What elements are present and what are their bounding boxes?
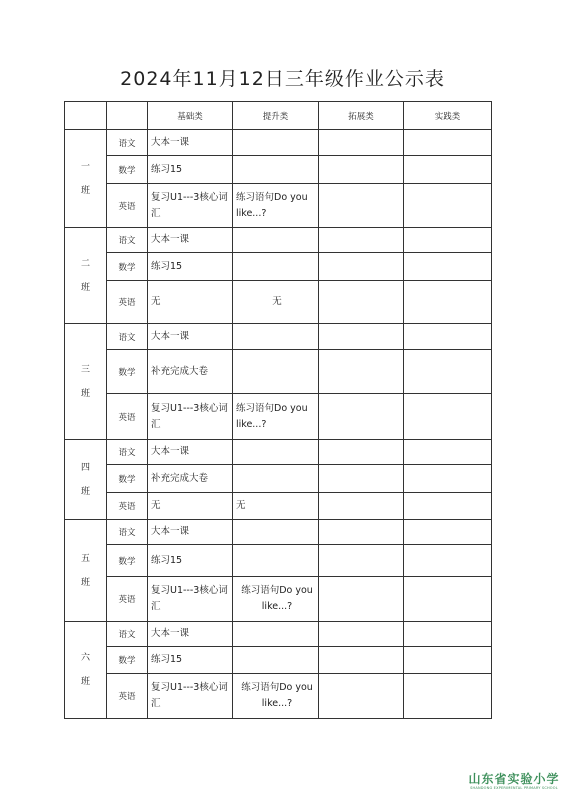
table-row bbox=[65, 350, 492, 394]
extend-cell bbox=[319, 465, 404, 493]
header-practice: 实践类 bbox=[404, 102, 492, 130]
subject-cell: 数学 bbox=[107, 350, 148, 394]
table-row bbox=[65, 156, 492, 184]
extend-cell bbox=[319, 647, 404, 674]
advance-cell bbox=[233, 622, 319, 647]
extend-cell bbox=[319, 493, 404, 520]
practice-cell bbox=[404, 350, 492, 394]
advance-cell bbox=[233, 156, 319, 184]
subject-cell: 语文 bbox=[107, 324, 148, 350]
advance-cell bbox=[233, 228, 319, 253]
extend-cell bbox=[319, 577, 404, 622]
basic-cell: 练习15 bbox=[148, 156, 233, 184]
header-basic: 基础类 bbox=[148, 102, 233, 130]
advance-cell bbox=[233, 647, 319, 674]
table-row bbox=[65, 130, 492, 156]
advance-cell: 无 bbox=[233, 493, 319, 520]
advance-cell: 练习语句Do you like...? bbox=[233, 674, 319, 719]
basic-cell: 练习15 bbox=[148, 253, 233, 281]
advance-cell: 练习语句Do you like...? bbox=[233, 184, 319, 228]
basic-cell: 补充完成大卷 bbox=[148, 350, 233, 394]
class-name-cell: 三 班 bbox=[65, 324, 107, 440]
practice-cell bbox=[404, 440, 492, 465]
page-title: 2024年11月12日三年级作业公示表 bbox=[120, 68, 445, 90]
basic-cell: 练习15 bbox=[148, 545, 233, 577]
practice-cell bbox=[404, 253, 492, 281]
subject-cell: 英语 bbox=[107, 493, 148, 520]
class-name-cell: 二 班 bbox=[65, 228, 107, 324]
subject-cell: 语文 bbox=[107, 440, 148, 465]
header-extend: 拓展类 bbox=[319, 102, 404, 130]
extend-cell bbox=[319, 253, 404, 281]
advance-cell bbox=[233, 520, 319, 545]
basic-cell: 大本一课 bbox=[148, 520, 233, 545]
table-row bbox=[65, 228, 492, 253]
table-row bbox=[65, 520, 492, 545]
subject-cell: 数学 bbox=[107, 253, 148, 281]
extend-cell bbox=[319, 622, 404, 647]
table-row bbox=[65, 465, 492, 493]
basic-cell: 无 bbox=[148, 493, 233, 520]
header-advance: 提升类 bbox=[233, 102, 319, 130]
table-row bbox=[65, 622, 492, 647]
table-row bbox=[65, 440, 492, 465]
basic-cell: 复习U1---3核心词汇 bbox=[148, 577, 233, 622]
subject-cell: 英语 bbox=[107, 674, 148, 719]
basic-cell: 复习U1---3核心词汇 bbox=[148, 674, 233, 719]
advance-cell: 练习语句Do you like...? bbox=[233, 577, 319, 622]
header-cell-blank bbox=[65, 102, 107, 130]
subject-cell: 语文 bbox=[107, 622, 148, 647]
extend-cell bbox=[319, 156, 404, 184]
class-name-cell: 五 班 bbox=[65, 520, 107, 622]
school-logo bbox=[468, 772, 560, 796]
advance-cell bbox=[233, 545, 319, 577]
practice-cell bbox=[404, 674, 492, 719]
extend-cell bbox=[319, 394, 404, 440]
subject-cell: 英语 bbox=[107, 184, 148, 228]
advance-cell bbox=[233, 324, 319, 350]
extend-cell bbox=[319, 520, 404, 545]
practice-cell bbox=[404, 130, 492, 156]
practice-cell bbox=[404, 647, 492, 674]
advance-cell bbox=[233, 130, 319, 156]
basic-cell: 大本一课 bbox=[148, 130, 233, 156]
extend-cell bbox=[319, 324, 404, 350]
advance-cell bbox=[233, 253, 319, 281]
advance-cell bbox=[233, 350, 319, 394]
extend-cell bbox=[319, 545, 404, 577]
header-cell-blank bbox=[107, 102, 148, 130]
class-name-cell: 一 班 bbox=[65, 130, 107, 228]
table-row bbox=[65, 577, 492, 622]
extend-cell bbox=[319, 130, 404, 156]
subject-cell: 数学 bbox=[107, 647, 148, 674]
practice-cell bbox=[404, 577, 492, 622]
table-row bbox=[65, 184, 492, 228]
table-row bbox=[65, 493, 492, 520]
logo-english: SHANDONG EXPERIMENTAL PRIMARY SCHOOL bbox=[470, 786, 558, 790]
table-row bbox=[65, 324, 492, 350]
extend-cell bbox=[319, 350, 404, 394]
basic-cell: 大本一课 bbox=[148, 324, 233, 350]
extend-cell bbox=[319, 184, 404, 228]
subject-cell: 数学 bbox=[107, 465, 148, 493]
table-row bbox=[65, 253, 492, 281]
table-row bbox=[65, 281, 492, 324]
practice-cell bbox=[404, 465, 492, 493]
logo-name: 山东省实验小学 bbox=[468, 772, 560, 786]
table-row bbox=[65, 394, 492, 440]
table-row bbox=[65, 674, 492, 719]
extend-cell bbox=[319, 674, 404, 719]
practice-cell bbox=[404, 520, 492, 545]
practice-cell bbox=[404, 545, 492, 577]
practice-cell bbox=[404, 184, 492, 228]
extend-cell bbox=[319, 228, 404, 253]
subject-cell: 英语 bbox=[107, 577, 148, 622]
table-row bbox=[65, 545, 492, 577]
basic-cell: 无 bbox=[148, 281, 233, 324]
extend-cell bbox=[319, 281, 404, 324]
table-body bbox=[65, 130, 492, 719]
practice-cell bbox=[404, 156, 492, 184]
practice-cell bbox=[404, 228, 492, 253]
class-name-cell: 六 班 bbox=[65, 622, 107, 719]
basic-cell: 大本一课 bbox=[148, 622, 233, 647]
extend-cell bbox=[319, 440, 404, 465]
subject-cell: 数学 bbox=[107, 545, 148, 577]
header-row bbox=[65, 102, 492, 130]
advance-cell: 练习语句Do you like...? bbox=[233, 394, 319, 440]
subject-cell: 语文 bbox=[107, 228, 148, 253]
basic-cell: 复习U1---3核心词汇 bbox=[148, 184, 233, 228]
practice-cell bbox=[404, 493, 492, 520]
subject-cell: 语文 bbox=[107, 130, 148, 156]
class-name-cell: 四 班 bbox=[65, 440, 107, 520]
practice-cell bbox=[404, 281, 492, 324]
homework-table bbox=[64, 101, 492, 719]
subject-cell: 英语 bbox=[107, 281, 148, 324]
practice-cell bbox=[404, 324, 492, 350]
table-row bbox=[65, 647, 492, 674]
subject-cell: 英语 bbox=[107, 394, 148, 440]
advance-cell bbox=[233, 465, 319, 493]
advance-cell: 无 bbox=[233, 281, 319, 324]
practice-cell bbox=[404, 622, 492, 647]
practice-cell bbox=[404, 394, 492, 440]
basic-cell: 练习15 bbox=[148, 647, 233, 674]
subject-cell: 语文 bbox=[107, 520, 148, 545]
basic-cell: 补充完成大卷 bbox=[148, 465, 233, 493]
subject-cell: 数学 bbox=[107, 156, 148, 184]
basic-cell: 复习U1---3核心词汇 bbox=[148, 394, 233, 440]
advance-cell bbox=[233, 440, 319, 465]
basic-cell: 大本一课 bbox=[148, 228, 233, 253]
basic-cell: 大本一课 bbox=[148, 440, 233, 465]
